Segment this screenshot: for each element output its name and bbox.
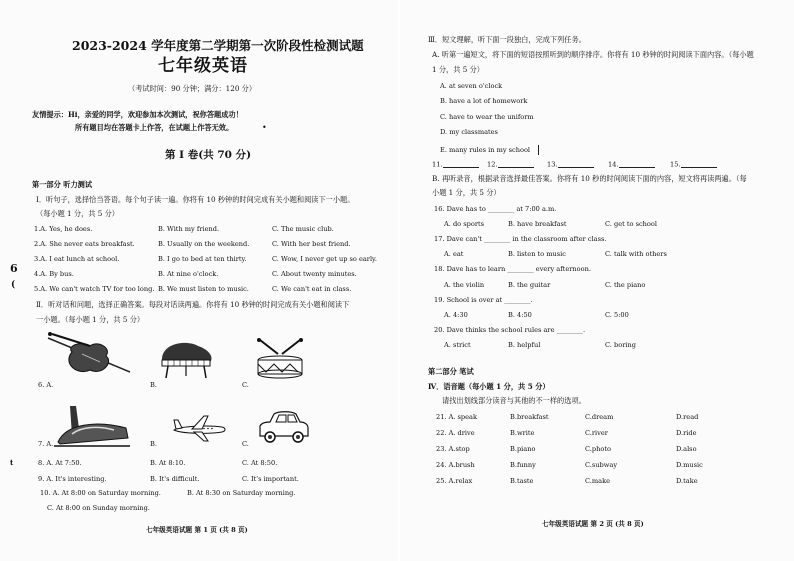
- q21-option-c: C.dream: [585, 413, 614, 421]
- q20-option-c: C. boring: [605, 341, 636, 349]
- q18-option-c: C. the piano: [605, 281, 646, 289]
- q21-option-a: 21. A. speak: [436, 413, 477, 421]
- q7-label-b: B.: [150, 440, 157, 448]
- order-blank-11: 11.: [432, 159, 479, 168]
- exam-page-2: [400, 0, 794, 561]
- q8-option-b: B. At 8:10.: [150, 459, 186, 467]
- q10-option-b: B. At 8:30 on Saturday morning.: [187, 489, 296, 497]
- phrase-a: A. at seven o'clock: [440, 82, 503, 90]
- q4-option-c: C. About twenty minutes.: [272, 270, 357, 278]
- q22-option-a: 22. A. drive: [436, 429, 475, 437]
- q6-label-b: B.: [150, 381, 157, 389]
- q8-option-c: C. At 8:50.: [242, 459, 278, 467]
- phrase-b: B. have a lot of homework: [440, 97, 528, 105]
- q20-option-a: A. strict: [444, 341, 471, 349]
- q17-option-b: B. listen to music: [508, 250, 566, 258]
- q3-option-a: 3.A. I eat lunch at school.: [34, 255, 120, 263]
- airplane-picture: [170, 414, 226, 442]
- phrase-e: E. many rules in my school: [440, 145, 539, 155]
- q1-option-c: C. The music club.: [272, 225, 334, 233]
- q4-option-a: 4.A. By bus.: [34, 270, 74, 278]
- order-blank-15: 15.: [670, 159, 717, 168]
- q19-option-a: A. 4:30: [444, 311, 468, 319]
- q21-option-d: D.read: [676, 413, 699, 421]
- q6-label-a: 6. A.: [38, 381, 54, 389]
- q4-option-b: B. At nine o'clock.: [158, 270, 219, 278]
- q7-label-a: 7. A.: [38, 440, 54, 448]
- q19-option-c: C. 5:00: [605, 311, 629, 319]
- q5-option-a: 5.A. We can't watch TV for too long.: [34, 285, 155, 293]
- exam-title: 2023-2024 学年度第二学期第一次阶段性检测试题: [72, 38, 364, 53]
- phrase-d: D. my classmates: [440, 128, 498, 136]
- part-2-title: 第二部分 笔试: [428, 367, 474, 376]
- q19-option-b: B. 4:50: [508, 311, 532, 319]
- q25-option-d: D.take: [676, 477, 698, 485]
- q24-option-b: B.funny: [510, 461, 536, 469]
- q22-option-b: B.write: [510, 429, 535, 437]
- task-b-score: 小题 1 分，共 5 分）: [432, 188, 501, 197]
- q6-label-c: C.: [242, 381, 249, 389]
- q10-option-a: 10. A. At 8:00 on Saturday morning.: [40, 489, 161, 497]
- dot-mark: •: [262, 123, 267, 132]
- q24-option-c: C.subway: [585, 461, 618, 469]
- q5-option-c: C. We can't eat in class.: [272, 285, 352, 293]
- q8-option-a: 8. A. At 7:50.: [38, 459, 82, 467]
- q18-stem: 18. Dave has to learn ________ every afternoon.: [434, 265, 591, 273]
- q18-option-a: A. the violin: [444, 281, 485, 289]
- piano-picture: [158, 336, 216, 380]
- q16-stem: 16. Dave has to ________ at 7:00 a.m.: [434, 205, 557, 213]
- q18-option-b: B. the guitar: [508, 281, 551, 289]
- section-2-instruction: Ⅱ．听对话和问题，选择正确答案。每段对话读两遍。你将有 10 秒钟的时间完成有关小题和阅读下: [36, 300, 350, 309]
- q17-option-a: A. eat: [444, 250, 464, 258]
- margin-handwriting-mark: (: [11, 280, 16, 290]
- phrase-c: C. have to wear the uniform: [440, 113, 534, 121]
- q3-option-c: C. Wow, I never get up so early.: [272, 255, 377, 263]
- order-blank-13: 13.: [547, 159, 594, 168]
- q5-option-b: B. We must listen to music.: [158, 285, 249, 293]
- q23-option-d: D.also: [676, 445, 697, 453]
- train-picture: [52, 402, 132, 448]
- page-footer: 七年级英语试题 第 1 页 (共 8 页): [146, 526, 248, 534]
- friendly-tip-line-2: 所有题目均在答题卡上作答，在试题上作答无效。: [75, 123, 234, 132]
- q1-option-b: B. With my friend.: [158, 225, 220, 233]
- q25-option-a: 25. A.relax: [436, 477, 473, 485]
- margin-handwriting-mark: 6: [10, 262, 18, 275]
- q1-option-a: 1.A. Yes, he does.: [34, 225, 93, 233]
- order-blank-14: 14.: [608, 159, 655, 168]
- q20-option-b: B. helpful: [508, 341, 541, 349]
- volume-title: 第 I 卷(共 70 分): [165, 149, 252, 161]
- order-blank-12: 12.: [487, 159, 534, 168]
- q9-option-a: 9. A. It's interesting.: [38, 475, 107, 483]
- section-2-score: 一小题。（每小题 1 分，共 5 分）: [36, 315, 145, 324]
- exam-info: （考试时间：90 分钟；满分：120 分）: [128, 84, 257, 93]
- friendly-tip-line-1: 友情提示：Hi，亲爱的同学，欢迎参加本次测试，祝你答题成功！: [32, 110, 243, 119]
- q16-option-c: C. get to school: [605, 220, 657, 228]
- q23-option-a: 23. A.stop: [436, 445, 470, 453]
- violin-picture: [42, 332, 134, 378]
- drum-picture: [252, 338, 308, 380]
- q3-option-b: B. I go to bed at ten thirty.: [158, 255, 247, 263]
- q19-stem: 19. School is over at ________.: [434, 296, 533, 304]
- q17-stem: 17. Dave can't ________ in the classroom after class.: [434, 235, 607, 243]
- q2-option-c: C. With her best friend.: [272, 240, 351, 248]
- section-4-instruction: 请找出划线部分读音与其他的不一样的选项。: [442, 396, 586, 405]
- task-b-instruction: B. 再听录音，根据录音选择最佳答案。你将有 10 秒的时间阅读下面的内容，短文将再读两遍。（每: [432, 174, 747, 183]
- q9-option-c: C. It's important.: [242, 475, 299, 483]
- q25-option-c: C.make: [585, 477, 610, 485]
- margin-dot-mark: t: [10, 458, 14, 467]
- q23-option-b: B.piano: [510, 445, 536, 453]
- section-3-title: Ⅲ．短文理解，听下面一段独白，完成下列任务。: [428, 35, 586, 44]
- exam-subject: 七年级英语: [158, 56, 248, 76]
- q22-option-d: D.ride: [676, 429, 697, 437]
- section-1-instruction: Ⅰ．听句子，选择恰当答语。每个句子读一遍。你将有 10 秒钟的时间完成有关小题和阅读下一小题。: [36, 195, 355, 204]
- part-1-title: 第一部分 听力测试: [32, 180, 93, 189]
- q9-option-b: B. It's difficult.: [150, 475, 200, 483]
- q24-option-d: D.music: [676, 461, 703, 469]
- q16-option-a: A. do sports: [444, 220, 485, 228]
- q25-option-b: B.taste: [510, 477, 534, 485]
- q2-option-a: 2.A. She never eats breakfast.: [34, 240, 135, 248]
- q23-option-c: C.photo: [585, 445, 611, 453]
- page-footer: 七年级英语试题 第 2 页 (共 8 页): [542, 520, 644, 528]
- q24-option-a: 24. A.brush: [436, 461, 475, 469]
- q20-stem: 20. Dave thinks the school rules are ________.: [434, 326, 586, 334]
- q16-option-b: B. have breakfast: [508, 220, 567, 228]
- q22-option-c: C.river: [585, 429, 608, 437]
- q17-option-c: C. talk with others: [605, 250, 667, 258]
- section-4-title: Ⅳ．语音题（每小题 1 分，共 5 分）: [428, 382, 550, 391]
- text-cursor-mark: [538, 145, 539, 155]
- car-picture: [254, 408, 312, 446]
- q21-option-b: B.breakfast: [510, 413, 549, 421]
- q10-option-c: C. At 8:00 on Sunday morning.: [47, 504, 150, 512]
- q2-option-b: B. Usually on the weekend.: [158, 240, 250, 248]
- q7-label-c: C.: [242, 440, 249, 448]
- task-a-instruction: A. 听第一遍短文，将下面的短语按照听到的顺序排序。你将有 10 秒钟的时间阅读下面内容。（每小题: [432, 50, 754, 59]
- section-1-score: （每小题 1 分，共 5 分）: [36, 209, 119, 218]
- task-a-score: 1 分，共 5 分）: [432, 65, 484, 74]
